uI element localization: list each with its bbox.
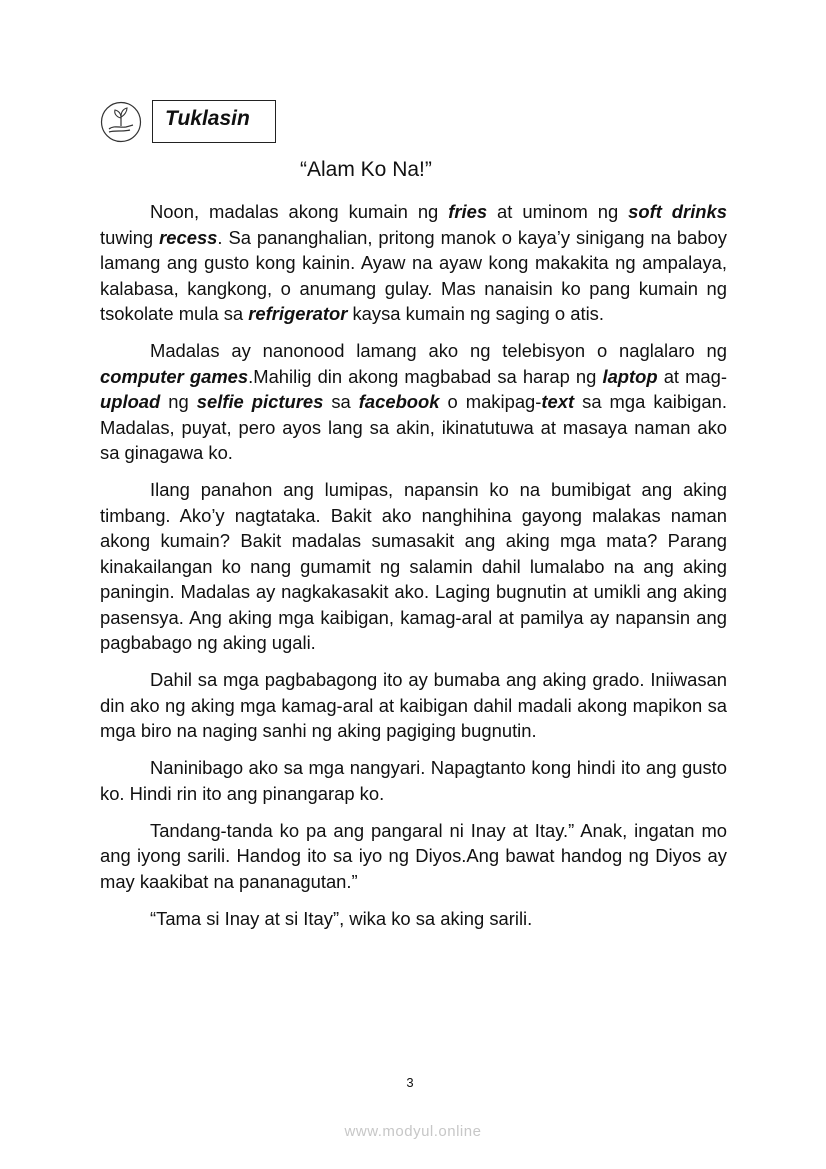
text-run: Naninibago ako sa mga nangyari. Napagtanto kong hindi ito ang gusto ko. Hindi rin ito ang pinangarap ko. xyxy=(100,757,727,804)
paragraph-4 xyxy=(100,667,727,744)
watermark: www.modyul.online xyxy=(344,1123,482,1140)
text-run: at uminom ng xyxy=(487,201,629,222)
emphasized-term: selfie pictures xyxy=(196,391,324,412)
paragraph-5 xyxy=(100,755,727,806)
text-run: “Tama si Inay at si Itay”, wika ko sa aking sarili. xyxy=(150,907,533,929)
text-run: kaysa kumain ng saging o atis. xyxy=(347,303,604,324)
text-run: . Sa pananghalian, pritong manok o kaya’y sinigang na baboy lamang ang gusto kong kainin. Ayaw na ayaw kong makakita ng ampalaya, kalabasa, kangkong, o anumang gulay. Mas nanaisin ko pang kumain ng tsokolate mula sa xyxy=(100,226,727,324)
emphasized-term: laptop xyxy=(602,365,658,387)
text-run: o makipag- xyxy=(439,391,542,412)
text-run: tuwing xyxy=(100,226,160,248)
text-run: sa xyxy=(323,391,359,412)
text-run: Dahil sa mga pagbabagong ito ay bumaba ang aking grado. Iniiwasan din ako ng aking mga kamag-aral at kaibigan dahil madali akong mapikon sa mga biro na naging sanhi ng aking pagiging bugnutin. xyxy=(100,669,727,741)
emphasized-term: upload xyxy=(100,391,161,412)
text-run: Madalas ay nanonood lamang ako ng telebisyon o naglalaro ng xyxy=(150,340,727,361)
emphasized-term: recess xyxy=(159,226,218,248)
story-body xyxy=(100,199,727,943)
paragraph-6 xyxy=(100,818,727,895)
text-run: Noon, madalas akong kumain ng xyxy=(150,201,449,222)
section-header-box xyxy=(152,100,276,143)
page-number: 3 xyxy=(406,1075,414,1090)
paragraph-2 xyxy=(100,338,727,466)
emphasized-term: facebook xyxy=(358,391,440,412)
paragraph-1 xyxy=(100,199,727,327)
emphasized-term: fries xyxy=(448,201,488,222)
story-title: “Alam Ko Na!” xyxy=(300,158,432,181)
hand-with-plant-icon xyxy=(100,101,142,143)
paragraph-3 xyxy=(100,477,727,656)
section-label: Tuklasin xyxy=(165,107,250,130)
emphasized-term: soft drinks xyxy=(628,201,728,222)
text-run: ng xyxy=(160,391,197,412)
text-run: at mag- xyxy=(657,365,727,387)
emphasized-term: computer games xyxy=(100,365,249,387)
text-run: Ilang panahon ang lumipas, napansin ko na bumibigat ang aking timbang. Ako’y nagtataka. Bakit ako nanghihina gayong malakas naman akong kumain? Bakit madalas sumasakit ang aking mga mata? Parang kinakailangan ko nang gumamit ng salamin dahil lumalabo na ang aking paningin. Madalas ay nagkakasakit ako. Laging bugnutin at umikli ang aking pasensya. Ang aking mga kaibigan, kamag-aral at pamilya ay napansin ang pagbabago ng aking ugali. xyxy=(100,479,727,653)
text-run: sa mga kaibigan. Madalas, puyat, pero ayos lang sa akin, ikinatutuwa at masaya naman ako sa ginagawa ko. xyxy=(100,391,727,463)
emphasized-term: text xyxy=(541,391,575,412)
text-run: Tandang-tanda ko pa ang pangaral ni Inay at Itay.” Anak, ingatan mo ang iyong sarili. Handog ito sa iyo ng Diyos.Ang bawat handog ng Diyos ay may kaakibat na pananagutan.” xyxy=(100,819,727,892)
text-run: .Mahilig din akong magbabad sa harap ng xyxy=(248,365,603,387)
paragraph-7 xyxy=(100,906,727,932)
emphasized-term: refrigerator xyxy=(248,303,348,324)
